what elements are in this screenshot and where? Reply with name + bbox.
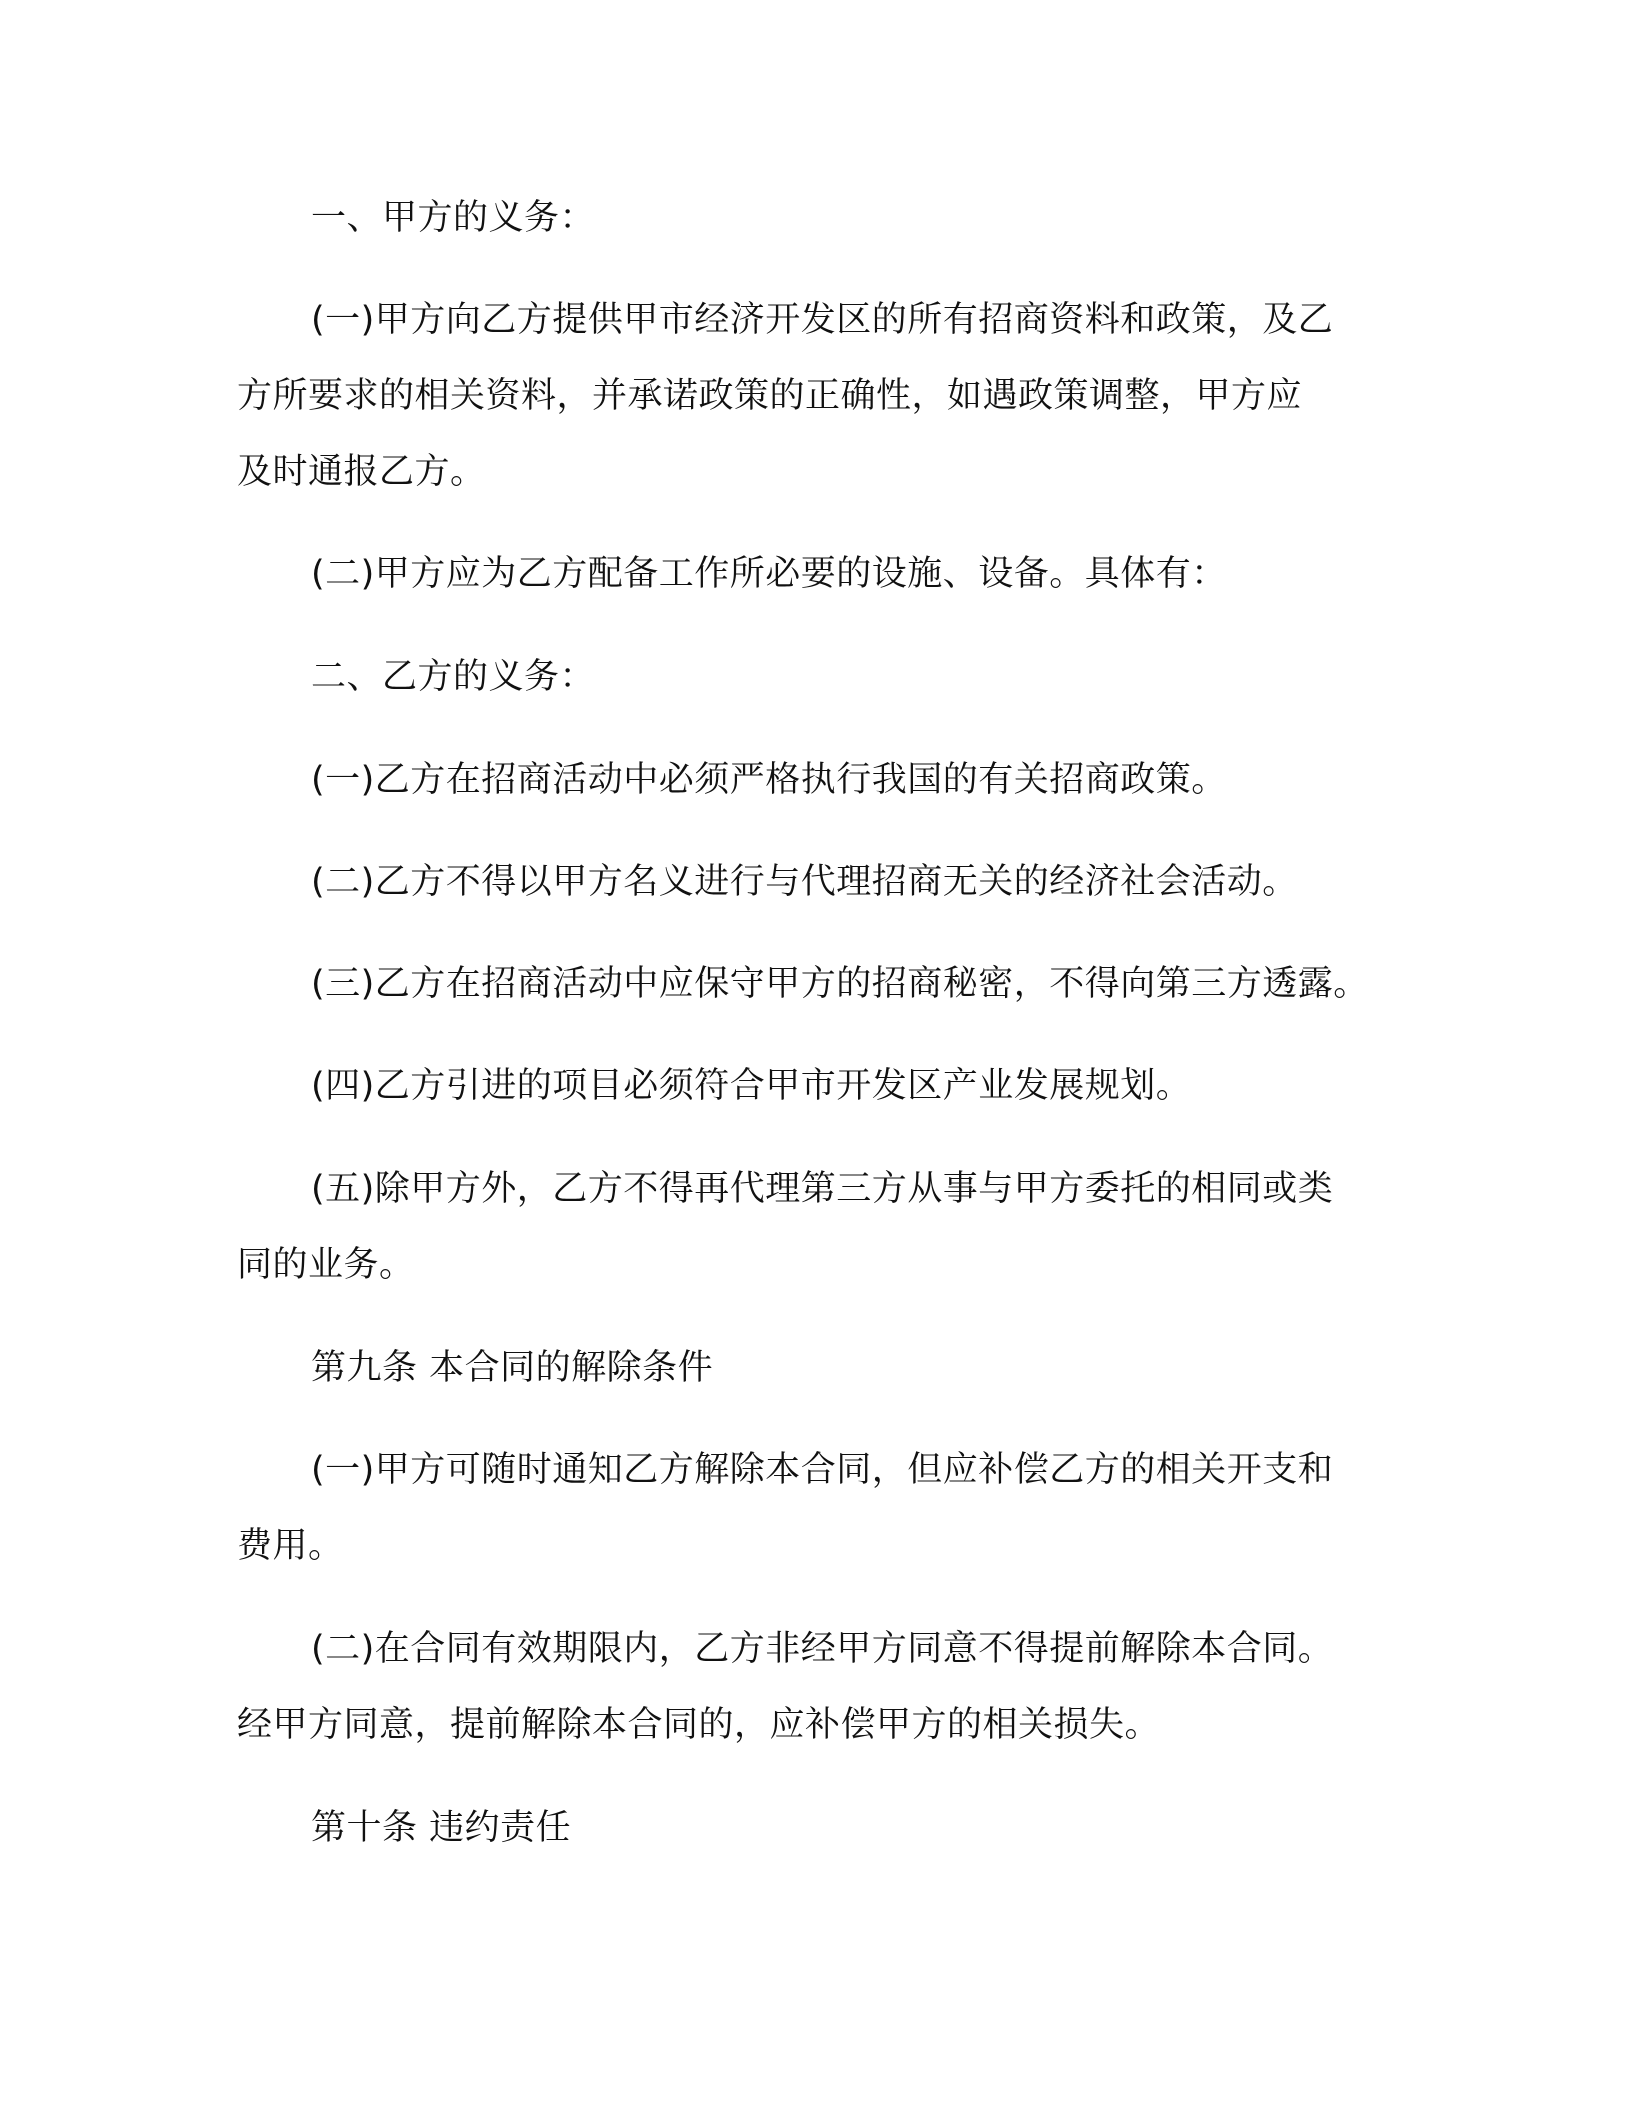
paragraph-line: (二)乙方不得以甲方名义进行与代理招商无关的经济社会活动。 [311, 862, 1298, 902]
article-heading-termination: 第九条 本合同的解除条件 [311, 1348, 714, 1388]
paragraph-line: 经甲方同意，提前解除本合同的，应补偿甲方的相关损失。 [237, 1705, 1161, 1745]
paragraph-line: 方所要求的相关资料，并承诺政策的正确性，如遇政策调整，甲方应 [237, 376, 1303, 416]
paragraph-line: 及时通报乙方。 [237, 452, 486, 492]
section-heading-party-b-obligations: 二、乙方的义务： [311, 657, 596, 697]
paragraph-line: (一)乙方在招商活动中必须严格执行我国的有关招商政策。 [311, 760, 1227, 800]
paragraph-line: (五)除甲方外，乙方不得再代理第三方从事与甲方委托的相同或类 [311, 1169, 1334, 1209]
paragraph-line: (二)在合同有效期限内，乙方非经甲方同意不得提前解除本合同。 [311, 1629, 1334, 1669]
paragraph-line: 同的业务。 [237, 1245, 415, 1285]
paragraph-line: 费用。 [237, 1526, 344, 1566]
article-heading-breach-liability: 第十条 违约责任 [311, 1808, 572, 1848]
paragraph-line: (四)乙方引进的项目必须符合甲市开发区产业发展规划。 [311, 1066, 1192, 1106]
section-heading-party-a-obligations: 一、甲方的义务： [311, 198, 596, 238]
paragraph-line: (三)乙方在招商活动中应保守甲方的招商秘密，不得向第三方透露。 [311, 964, 1369, 1004]
paragraph-line: (一)甲方可随时通知乙方解除本合同，但应补偿乙方的相关开支和 [311, 1450, 1334, 1490]
paragraph-line: (二)甲方应为乙方配备工作所必要的设施、设备。具体有： [311, 554, 1227, 594]
paragraph-line: (一)甲方向乙方提供甲市经济开发区的所有招商资料和政策，及乙 [311, 300, 1334, 340]
